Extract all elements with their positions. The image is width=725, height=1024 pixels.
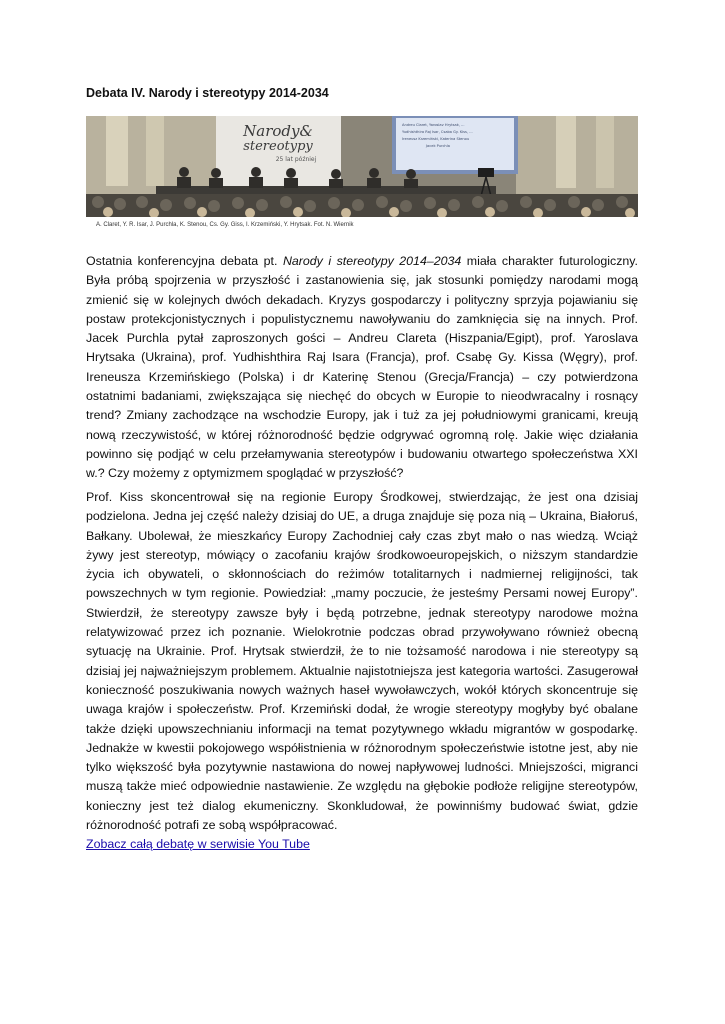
screen-line-2: Yudhishthira Raj Isar, Csaba Gy. Kiss, ... — [402, 130, 473, 134]
debate-title-italic: Narody i stereotypy 2014–2034 — [282, 254, 462, 268]
screen-line-3: Ireneusz Krzemiński, Katerina Stenou — [402, 137, 470, 141]
conference-photo — [86, 116, 638, 217]
banner-line2: stereotypy — [243, 139, 313, 154]
photo-caption: A. Claret, Y. R. Isar, J. Purchla, K. Stenou, Cs. Gy. Giss, I. Krzemiński, Y. Hrytsak. Fot. N. Wiernik — [96, 222, 354, 228]
paragraph-discussion: Prof. Kiss skoncentrował się na regionie Europy Środkowej, stwierdzając, że jest ona dzisiaj podzielona. Jedna jej część należy dzisiaj do UE, a druga znajduje się poza nią – Ukraina, Białoruś, Bałkany. Ubolewał, że mieszkańcy Europy Zachodniej cały czas zbyt mało o nas wiedzą. Wciąż żywy jest stereotyp, mówiący o zacofaniu krajów środkowoeuropejskich, o niższym standardzie życia ich obywateli, o skłonnościach do reżimów totalitarnych i nadmiernej religijności, tak powszechnych w tym regionie. Powiedział: „mamy poczucie, że jesteśmy Persami nowej Europy”. Stwierdził, że stereotypy zawsze były i będą potrzebne, jednak stereotypy narodowe można relatywizować przez ich poznanie. Wielokrotnie podczas obrad przywoływano również obecną sytuację na Ukrainie. Prof. Hrytsak stwierdził, że to nie tożsamość narodowa i nie stereotypy są dzisiaj jej najważniejszym problemem. Aktualnie najistotniejsza jest kategoria wartości. Zasugerował konieczność poszukiwania nowych ważnych haseł wywoławczych, wokół których skoncentruje się uwaga krajów i społeczeństw. Prof. Krzemiński dodał, że wrogie stereotypy mogłyby być obalane także dzięki upowszechnianiu informacji na temat pozytywnego wkładu migrantów w gospodarkę. Jednakże w kwestii pokojowego współistnienia w różnorodnym społeczeństwie istotne jest, aby nie tylko większość była pozytywnie nastawiona do nowej napływowej ludności. Mniejszości, migranci muszą także mieć odpowiednie nastawienie. Ze względu na głębokie podłoże religijne stereotypów, konieczny jest też dialog ekumeniczny. Skonkludował, że powinniśmy budować świat, gdzie różnorodność potrafi ze sobą współpracować. — [86, 490, 638, 833]
paragraph-intro-lead: Ostatnia konferencyjna debata pt. — [86, 254, 283, 268]
screen-line-4: Jacek Purchla — [426, 144, 450, 148]
screen-line-1: Andreu Claret, Yaroslav Hrytsak, ... — [402, 123, 465, 127]
paragraph-intro — [86, 252, 638, 484]
page-title: Debata IV. Narody i stereotypy 2014-2034 — [86, 86, 329, 100]
banner-line3: 25 lat później — [275, 156, 317, 163]
banner-line1: Narody& — [243, 122, 313, 140]
youtube-link[interactable]: Zobacz całą debatę w serwisie You Tube — [86, 837, 310, 851]
paragraph-intro-body: miała charakter futurologiczny. Była próbą spojrzenia w przyszłość i zastanowienia się, jak stosunki pomiędzy narodami mogą zmienić się w kolejnych dwóch dekadach. Kryzys gospodarczy i polityczny sprzyja pojawianiu się postaw protekcjonistycznych i populistycznemu nawoływaniu do zamknięcia się na innych. Prof. Jacek Purchla pytał zaproszonych gości – Andreu Clareta (Hiszpania/Egipt), prof. Yaroslava Hrytsaka (Ukraina), prof. Yudhishthira Raj Isara (Francja), prof. Csabę Gy. Kissa (Węgry), prof. Ireneusza Krzemińskiego (Polska) i dr Katerinę Stenou (Grecja/Francja) – czy potwierdzona ostatnimi badaniami, zwiększająca się niechęć do obcych w Europie to nieodwracalny i rosnący trend? Zmiany zachodzące na wschodzie Europy, jak i tuż za jej południowymi granicami, kreują nową rzeczywistość, w której różnorodność będzie odgrywać ogromną rolę. Jakie więc działania powinno się podjąć w celu przełamywania stereotypów i budowaniu otwartego społeczeństwa XXI w.? Czy możemy z optymizmem spoglądać w przyszłość? — [86, 254, 639, 481]
